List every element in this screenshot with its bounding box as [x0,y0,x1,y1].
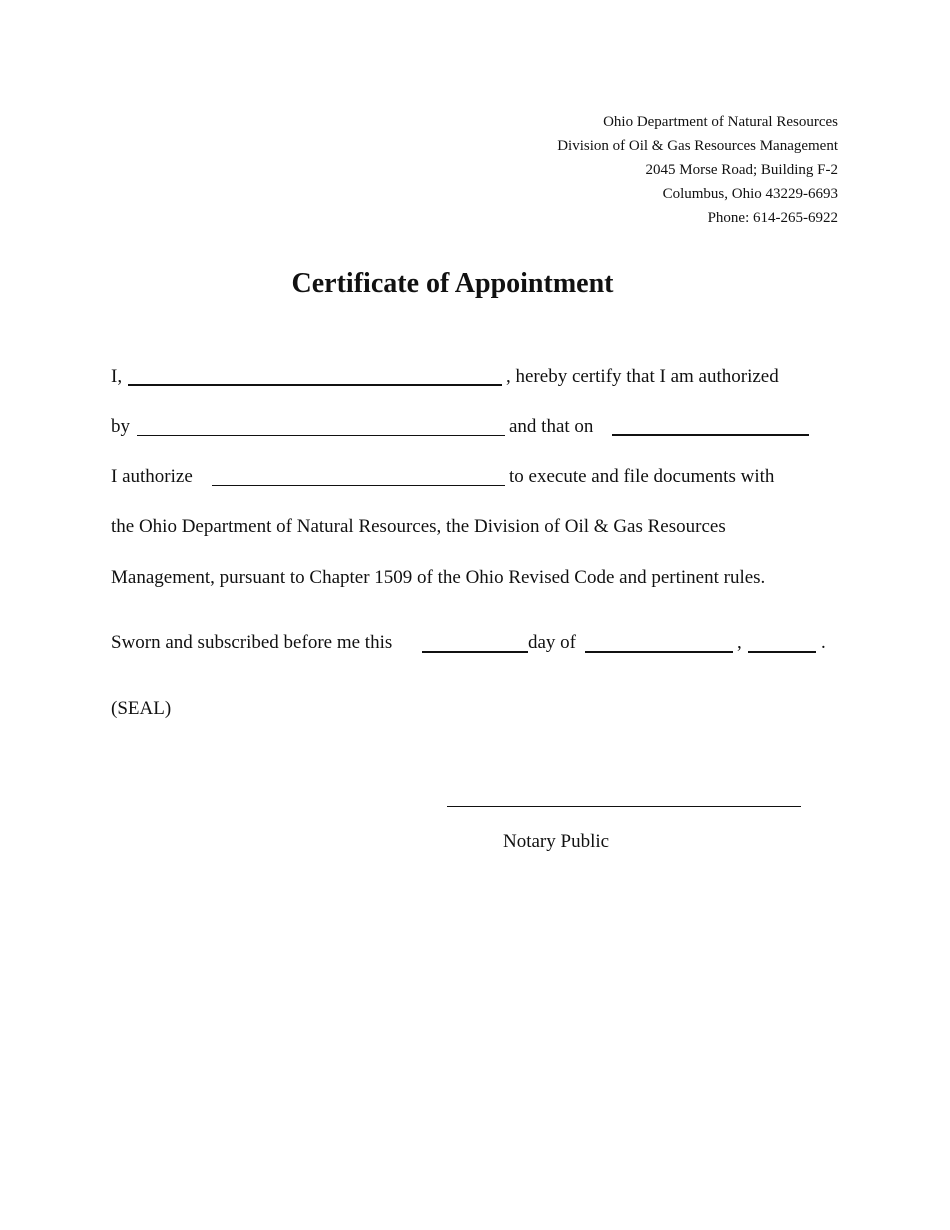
address-line: 2045 Morse Road; Building F-2 [645,162,838,178]
notary-public-label: Notary Public [503,831,610,852]
address-line: Division of Oil & Gas Resources Management [557,138,838,154]
month-field[interactable] [585,651,733,653]
text-and-that-on: and that on [509,416,594,437]
seal-label: (SEAL) [111,698,172,719]
text-i-authorize: I authorize [111,466,193,487]
appointer-name-field[interactable] [128,384,502,386]
address-line: Ohio Department of Natural Resources [603,114,838,130]
date-field[interactable] [612,434,809,436]
body-text: Management, pursuant to Chapter 1509 of the Ohio Revised Code and pertinent rules. [111,567,766,588]
text-execute: to execute and file documents with [509,466,775,487]
text-i: I, [111,366,123,387]
text-sworn: Sworn and subscribed before me this [111,632,393,653]
text-comma: , [737,632,742,653]
address-line: Columbus, Ohio 43229-6693 [662,186,838,202]
year-field[interactable] [748,651,816,653]
day-field[interactable] [422,651,528,653]
text-certify: , hereby certify that I am authorized [506,366,779,387]
notary-signature-field[interactable] [447,806,801,807]
text-by: by [111,416,130,437]
document-title: Certificate of Appointment [291,268,614,299]
agent-name-field[interactable] [212,485,505,486]
body-text: the Ohio Department of Natural Resources, the Division of Oil & Gas Resources [111,516,726,537]
authorized-by-field[interactable] [137,435,505,436]
address-line: Phone: 614-265-6922 [707,210,838,226]
text-period: . [821,632,826,653]
text-day-of: day of [528,632,577,653]
